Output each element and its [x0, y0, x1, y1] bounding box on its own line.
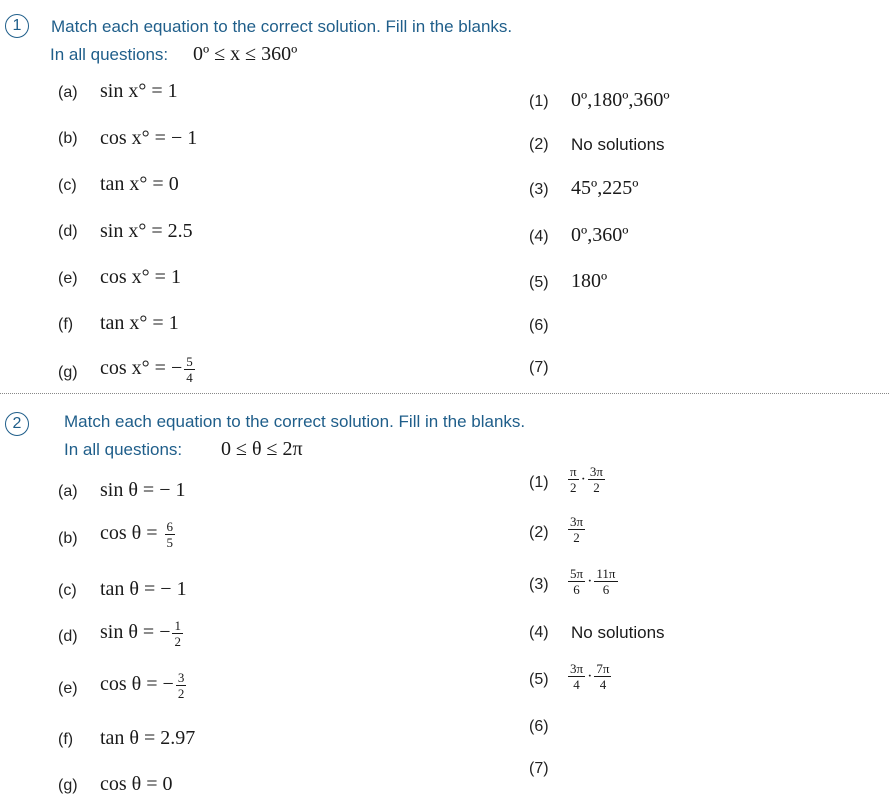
- q1-eq-label-f: (f): [58, 316, 74, 333]
- q1-ans-2: No solutions: [571, 135, 665, 154]
- q2-ans-3-fraction-a: [568, 567, 585, 596]
- q2-ans-5-a-numerator: 3π: [570, 661, 584, 676]
- q2-ans-3-a-numerator: 5π: [570, 566, 584, 581]
- q1-ans-label-7: (7): [529, 359, 549, 376]
- q2-range-math: 0 ≤ θ ≤ 2π: [221, 438, 303, 460]
- q2-ans-label-7: (7): [529, 760, 549, 777]
- q2-ans-3-separator: ·: [587, 573, 593, 591]
- q2-eq-d: [100, 619, 185, 648]
- q2-ans-2: [566, 515, 587, 544]
- q2-eq-b-denominator: 5: [166, 535, 174, 550]
- q1-eq-label-a: (a): [58, 84, 78, 101]
- q1-ans-label-5: (5): [529, 274, 549, 291]
- q2-ans-label-6: (6): [529, 718, 549, 735]
- q2-ans-2-a-numerator: 3π: [570, 514, 584, 529]
- q2-eq-b-fraction: [165, 520, 176, 549]
- q2-ans-2-fraction-a: [568, 515, 585, 544]
- q2-eq-c: tan θ = − 1: [100, 578, 187, 600]
- q1-eq-g-numerator: 5: [186, 354, 193, 369]
- q1-eq-g-prefix: cos x° = −: [100, 357, 183, 380]
- q1-eq-c: tan x° = 0: [100, 173, 179, 195]
- q2-ans-3-b-denominator: 6: [602, 582, 610, 597]
- q1-ans-5: 180º: [571, 270, 608, 292]
- q1-eq-label-g: (g): [58, 364, 78, 381]
- question-number-2: 2: [5, 412, 29, 436]
- q1-eq-label-e: (e): [58, 270, 78, 287]
- q1-ans-3: 45º,225º: [571, 177, 639, 199]
- q2-ans-3-fraction-b: [594, 567, 617, 596]
- q2-instruction: Match each equation to the correct solution. Fill in the blanks.: [64, 412, 526, 431]
- q1-eq-label-d: (d): [58, 223, 78, 240]
- q2-ans-1-fraction-b: [588, 465, 605, 494]
- q2-eq-label-f: (f): [58, 731, 74, 748]
- question-number-1: 1: [5, 14, 29, 38]
- section-divider: [0, 393, 889, 394]
- q1-eq-d: sin x° = 2.5: [100, 220, 193, 242]
- q2-ans-3-a-denominator: 6: [573, 582, 580, 597]
- q1-ans-label-3: (3): [529, 181, 549, 198]
- q1-range-math: 0º ≤ x ≤ 360º: [193, 43, 298, 65]
- q1-eq-b: cos x° = − 1: [100, 127, 198, 149]
- q2-eq-d-prefix: sin θ = −: [100, 621, 171, 644]
- q1-eq-g-denominator: 4: [186, 370, 193, 385]
- q2-eq-e-numerator: 3: [177, 670, 185, 685]
- q1-eq-label-c: (c): [58, 177, 77, 194]
- q1-ans-label-1: (1): [529, 93, 549, 110]
- q1-ans-4: 0º,360º: [571, 224, 629, 246]
- q2-eq-a: sin θ = − 1: [100, 479, 186, 501]
- q2-eq-label-c: (c): [58, 582, 77, 599]
- q2-range-label: In all questions:: [64, 440, 183, 459]
- q2-ans-1-b-denominator: 2: [593, 480, 600, 495]
- q2-ans-1-a-denominator: 2: [570, 480, 577, 495]
- q2-eq-label-e: (e): [58, 680, 78, 697]
- q2-eq-b-prefix: cos θ =: [100, 522, 163, 545]
- q2-ans-1: [566, 465, 607, 494]
- q1-eq-f: tan x° = 1: [100, 312, 179, 334]
- q2-ans-5: [566, 662, 613, 691]
- q2-ans-5-fraction-b: [594, 662, 611, 691]
- q1-ans-label-6: (6): [529, 317, 549, 334]
- q1-range-label: In all questions:: [50, 45, 169, 64]
- q2-eq-b: [100, 520, 177, 549]
- q2-ans-1-b-numerator: 3π: [589, 464, 603, 479]
- q2-eq-e-prefix: cos θ = −: [100, 673, 174, 696]
- q2-eq-f: tan θ = 2.97: [100, 727, 196, 749]
- q2-eq-e-denominator: 2: [177, 686, 185, 701]
- q1-eq-g: [100, 355, 197, 384]
- q2-eq-d-fraction: [172, 619, 183, 648]
- q2-ans-3-b-numerator: 11π: [596, 566, 616, 581]
- q2-eq-e: [100, 671, 188, 700]
- q2-eq-e-fraction: [176, 671, 187, 700]
- q2-ans-label-2: (2): [529, 524, 549, 541]
- q2-ans-5-separator: ·: [587, 668, 593, 686]
- q2-ans-5-fraction-a: [568, 662, 585, 691]
- q1-eq-label-b: (b): [58, 130, 78, 147]
- q2-ans-label-4: (4): [529, 624, 549, 641]
- q1-eq-e: cos x° = 1: [100, 266, 181, 288]
- q1-instruction: Match each equation to the correct solution. Fill in the blanks.: [51, 17, 513, 36]
- q2-eq-d-denominator: 2: [174, 634, 181, 649]
- q2-ans-4: No solutions: [571, 623, 665, 642]
- q2-ans-5-a-denominator: 4: [573, 677, 580, 692]
- q2-ans-label-3: (3): [529, 576, 549, 593]
- q2-ans-1-fraction-a: [568, 465, 579, 494]
- q2-eq-d-numerator: 1: [174, 618, 181, 633]
- q2-eq-label-g: (g): [58, 777, 78, 794]
- q2-ans-1-separator: ·: [580, 471, 586, 489]
- q2-ans-5-b-denominator: 4: [599, 677, 607, 692]
- q2-ans-3: [566, 567, 620, 596]
- q2-eq-label-d: (d): [58, 628, 78, 645]
- q1-eq-g-fraction: [184, 355, 195, 384]
- q2-ans-label-1: (1): [529, 474, 549, 491]
- q1-ans-label-4: (4): [529, 228, 549, 245]
- q2-eq-b-numerator: 6: [166, 519, 174, 534]
- q1-eq-a: sin x° = 1: [100, 80, 178, 102]
- q2-ans-label-5: (5): [529, 671, 549, 688]
- q2-ans-1-a-numerator: π: [570, 464, 577, 479]
- q1-ans-label-2: (2): [529, 136, 549, 153]
- q2-ans-5-b-numerator: 7π: [596, 661, 610, 676]
- q2-eq-label-b: (b): [58, 530, 78, 547]
- q1-ans-1: 0º,180º,360º: [571, 89, 670, 111]
- q2-ans-2-a-denominator: 2: [573, 530, 580, 545]
- q2-eq-label-a: (a): [58, 483, 78, 500]
- q2-eq-g: cos θ = 0: [100, 773, 173, 795]
